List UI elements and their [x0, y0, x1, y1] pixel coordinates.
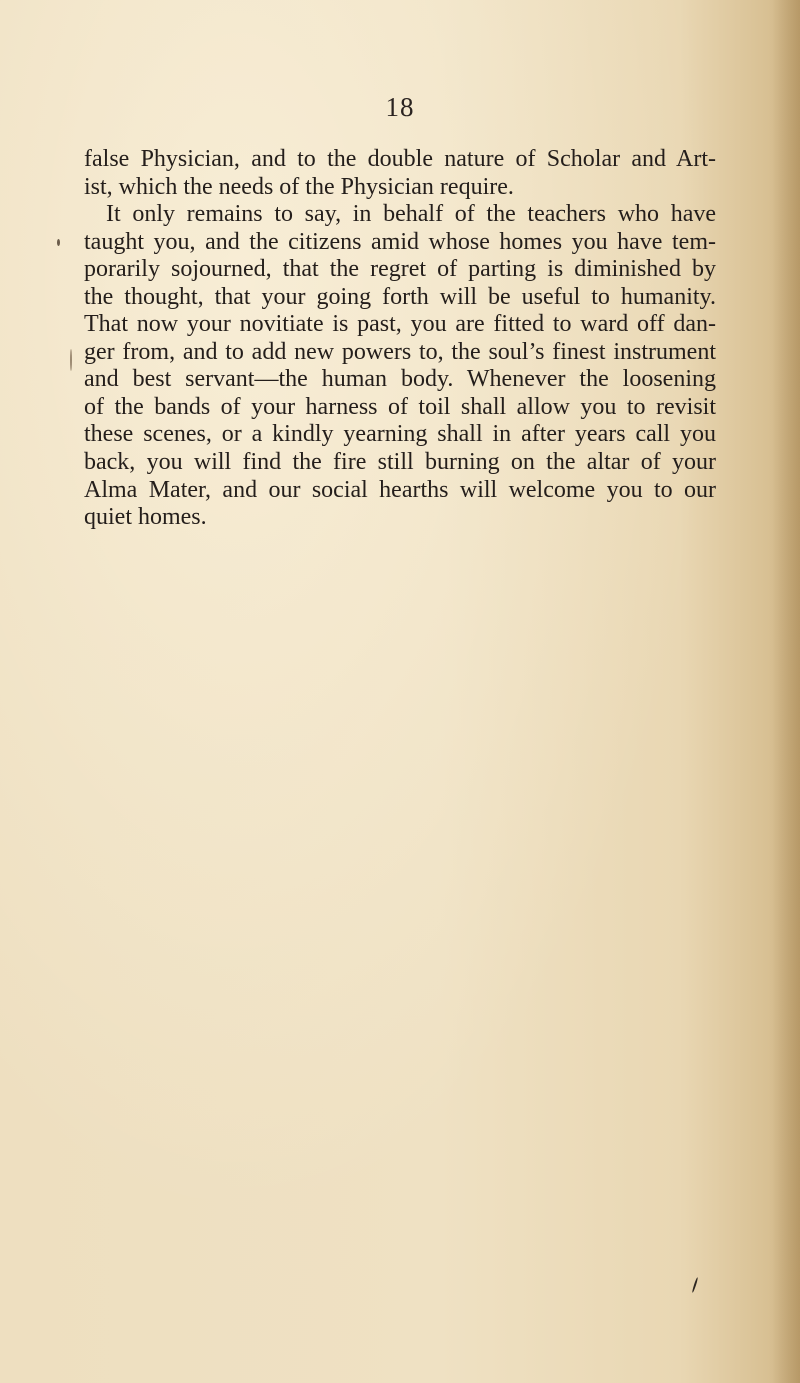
text-line: Alma Mater, and our social hearths will welcome you to our	[84, 476, 716, 503]
text-line: of the bands of your harness of toil shall allow you to revisit	[84, 393, 716, 420]
paper-speck	[70, 349, 72, 371]
page-number: 18	[385, 92, 415, 122]
text-line: porarily sojourned, that the regret of parting is diminished by	[84, 256, 716, 283]
paper-speck	[57, 239, 60, 246]
text-line: ist, which the needs of the Physician require.	[84, 173, 514, 200]
text-line: and best servant—the human body. Whenever the loosening	[84, 366, 716, 393]
text-line: ger from, and to add new powers to, the soul’s finest instrument	[84, 338, 716, 365]
page-edge-shadow	[772, 0, 800, 1383]
text-line: false Physician, and to the double nature of Scholar and Art-	[84, 146, 716, 172]
text-line: these scenes, or a kindly yearning shall in after years call you	[84, 421, 716, 448]
text-line: taught you, and the citizens amid whose homes you have tem-	[84, 228, 716, 255]
text-line: That now your novitiate is past, you are fitted to ward off dan-	[84, 311, 716, 338]
body-text	[84, 146, 716, 532]
paper-speck	[692, 1277, 699, 1293]
text-line: It only remains to say, in behalf of the teachers who have	[106, 201, 716, 228]
text-line: the thought, that your going forth will be useful to humanity.	[84, 283, 716, 310]
text-line: quiet homes.	[84, 504, 207, 531]
text-line: back, you will find the fire still burning on the altar of your	[84, 449, 716, 476]
